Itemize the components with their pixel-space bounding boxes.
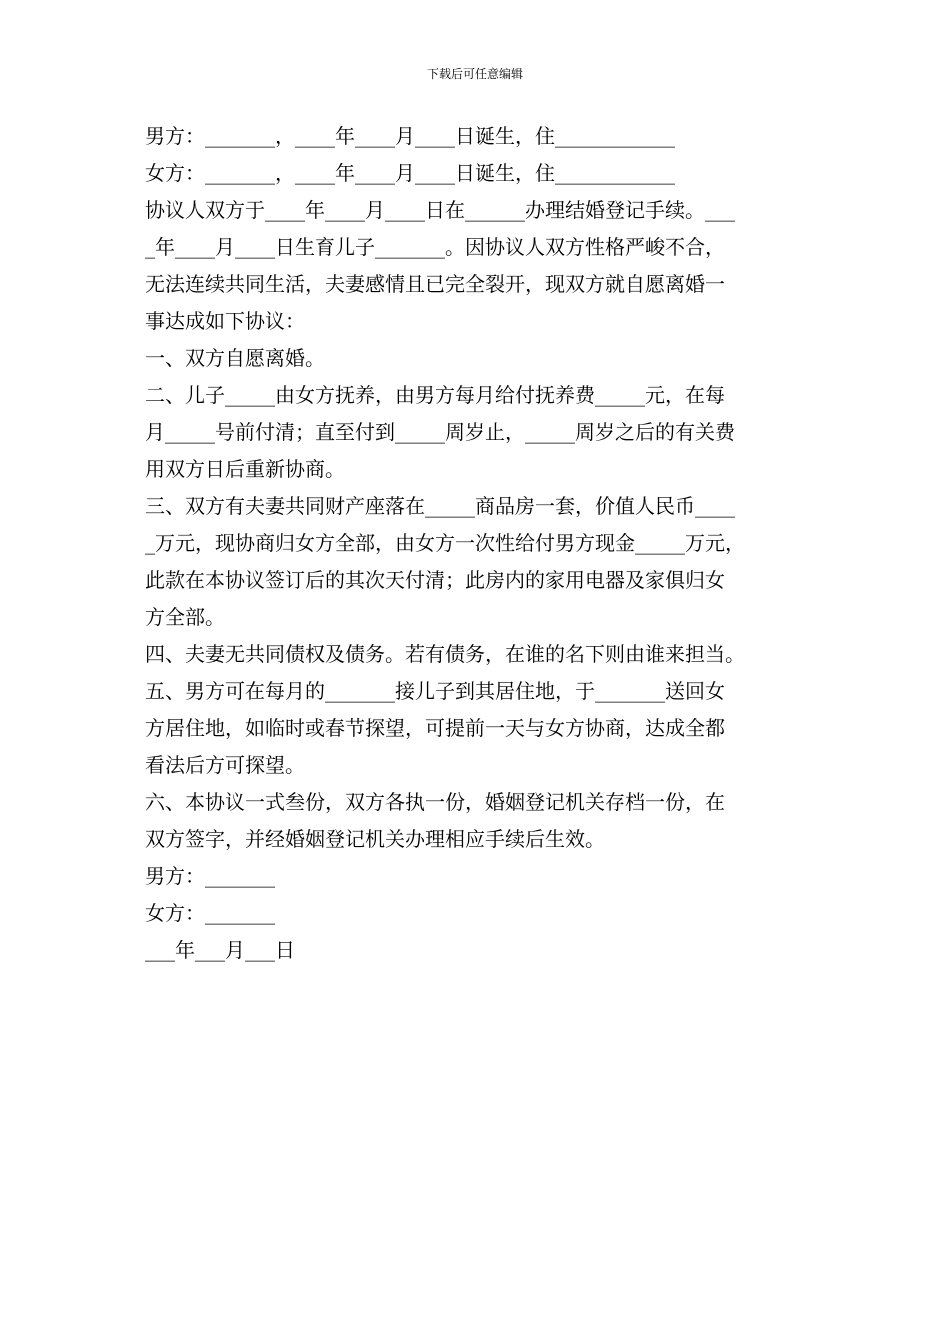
text-line: 此款在本协议签订后的其次天付清；此房内的家用电器及家俱归女 bbox=[145, 568, 725, 592]
date-line: ___年___月___日 bbox=[145, 938, 295, 962]
text-line: 双方签字，并经婚姻登记机关办理相应手续后生效。 bbox=[145, 827, 605, 851]
text-line: 方居住地，如临时或春节探望，可提前一天与女方协商，达成全都 bbox=[145, 716, 725, 740]
page-header: 下载后可任意编辑 bbox=[426, 67, 523, 81]
signature-line-male: 男方：_______ bbox=[145, 864, 275, 888]
text-line: 协议人双方于____年____月____日在______办理结婚登记手续。___ bbox=[145, 198, 735, 222]
signature-line-female: 女方：_______ bbox=[145, 901, 275, 925]
text-line: 六、本协议一式叁份，双方各执一份，婚姻登记机关存档一份，在 bbox=[145, 790, 725, 814]
text-line: 方全部。 bbox=[145, 605, 225, 629]
text-line: 男方：_______，____年____月____日诞生，住____________ bbox=[145, 124, 675, 148]
text-line: 女方：_______，____年____月____日诞生，住____________ bbox=[145, 161, 675, 185]
text-line: 看法后方可探望。 bbox=[145, 753, 305, 777]
text-line: 五、男方可在每月的_______接儿子到其居住地，于_______送回女 bbox=[145, 679, 725, 703]
text-line: 一、双方自愿离婚。 bbox=[145, 346, 325, 370]
text-line: 四、夫妻无共同债权及债务。若有债务，在谁的名下则由谁来担当。 bbox=[145, 642, 745, 666]
text-line: 三、双方有夫妻共同财产座落在_____商品房一套，价值人民币____ bbox=[145, 494, 735, 518]
document-body bbox=[145, 118, 815, 969]
text-line: 月_____号前付清；直至付到_____周岁止，_____周岁之后的有关费 bbox=[145, 420, 735, 444]
text-line: _万元，现协商归女方全部，由女方一次性给付男方现金_____万元， bbox=[145, 531, 745, 555]
text-line: 无法连续共同生活，夫妻感情且已完全裂开，现双方就自愿离婚一 bbox=[145, 272, 725, 296]
text-line: 二、儿子_____由女方抚养，由男方每月给付抚养费_____元，在每 bbox=[145, 383, 725, 407]
text-line: _年____月____日生育儿子_______。因协议人双方性格严峻不合， bbox=[145, 235, 725, 259]
text-line: 用双方日后重新协商。 bbox=[145, 457, 345, 481]
text-line: 事达成如下协议： bbox=[145, 309, 305, 333]
